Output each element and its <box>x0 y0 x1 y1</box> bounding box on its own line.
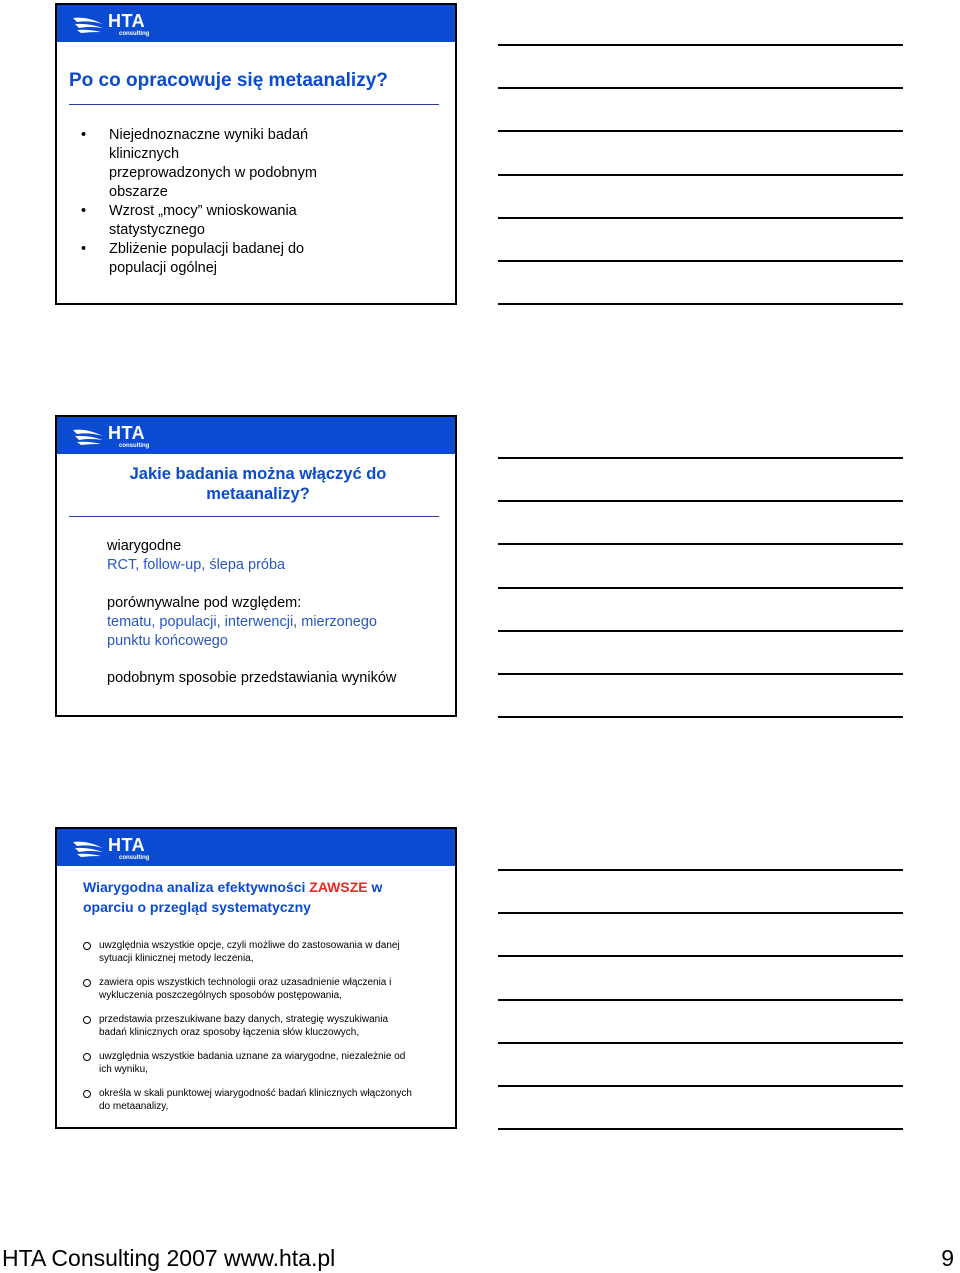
note-line <box>498 543 903 545</box>
note-line <box>498 44 903 46</box>
hta-logo <box>71 10 150 38</box>
logo-subtitle: consulting <box>119 855 150 861</box>
slide-header-bar <box>57 829 455 866</box>
slide-title: Jakie badania można włączyć do metaanalizy? <box>129 465 387 503</box>
bullet-item: • Wzrost „mocy” wnioskowania statystycznego <box>81 203 297 238</box>
hta-logo <box>71 422 150 450</box>
bullet-item: • Zbliżenie populacji badanej do populacji ogólnej <box>81 241 305 276</box>
swoosh-icon <box>71 838 105 858</box>
logo-wordmark: HTA <box>108 11 146 31</box>
footer-text: HTA Consulting 2007 www.hta.pl <box>2 1245 336 1271</box>
note-line <box>498 87 903 89</box>
content <box>107 537 396 688</box>
note-line <box>498 457 903 459</box>
note-line <box>498 303 903 305</box>
item-label: porównywalne pod względem: <box>107 595 302 611</box>
bullet-list <box>81 126 317 278</box>
note-line <box>498 955 903 957</box>
bullet-item: określa w skali punktowej wiarygodność badań klinicznych włączonych do metaanalizy, <box>83 1087 412 1113</box>
note-line <box>498 587 903 589</box>
note-line <box>498 869 903 871</box>
slide-3 <box>55 827 457 1129</box>
note-line <box>498 1042 903 1044</box>
bullet-item: zawiera opis wszystkich technologii oraz uzasadnienie włączenia i wykluczenia poszczególnych sposobów postępowania, <box>83 976 412 1002</box>
note-line <box>498 1128 903 1130</box>
note-line <box>498 260 903 262</box>
note-line <box>498 630 903 632</box>
slide-header-bar <box>57 417 455 454</box>
slide-title: Wiarygodna analiza efektywności ZAWSZE w oparciu o przegląd systematyczny <box>83 879 383 915</box>
page-number: 9 <box>941 1245 954 1271</box>
bullet-item: uwzględnia wszystkie badania uznane za wiarygodne, niezależnie od ich wyniku, <box>83 1050 412 1076</box>
highlight-word: ZAWSZE <box>309 879 368 895</box>
bullet-list <box>83 939 412 1113</box>
item-detail: RCT, follow-up, ślepa próba <box>107 557 286 573</box>
swoosh-icon <box>71 14 105 34</box>
item-label: wiarygodne <box>107 538 182 554</box>
item-detail: tematu, populacji, interwencji, mierzonego <box>107 614 377 630</box>
note-line <box>498 912 903 914</box>
note-line <box>498 174 903 176</box>
title-rule <box>69 516 439 517</box>
note-line <box>498 999 903 1001</box>
slide-2 <box>55 415 457 717</box>
note-line <box>498 673 903 675</box>
item-detail: punktu końcowego <box>107 633 228 649</box>
bullet-item: przedstawia przeszukiwane bazy danych, strategię wyszukiwania badań klinicznych oraz sposoby łączenia słów kluczowych, <box>83 1013 412 1039</box>
note-line <box>498 500 903 502</box>
logo-subtitle: consulting <box>119 31 150 37</box>
title-rule <box>69 104 439 105</box>
slide-title: Po co opracowuje się metaanalizy? <box>69 70 388 91</box>
swoosh-icon <box>71 426 105 446</box>
note-line <box>498 217 903 219</box>
logo-wordmark: HTA <box>108 835 146 855</box>
bullet-item: • Niejednoznaczne wyniki badań klinicznych przeprowadzonych w podobnym obszarze <box>81 127 317 200</box>
note-line <box>498 1085 903 1087</box>
item-label: podobnym sposobie przedstawiania wyników <box>107 670 397 686</box>
logo-wordmark: HTA <box>108 423 146 443</box>
slide-header-bar <box>57 5 455 42</box>
bullet-item: uwzględnia wszystkie opcje, czyli możliwe do zastosowania w danej sytuacji klinicznej metody leczenia, <box>83 939 412 965</box>
slide-1 <box>55 3 457 305</box>
logo-subtitle: consulting <box>119 443 150 449</box>
hta-logo <box>71 834 150 862</box>
note-line <box>498 716 903 718</box>
note-line <box>498 130 903 132</box>
